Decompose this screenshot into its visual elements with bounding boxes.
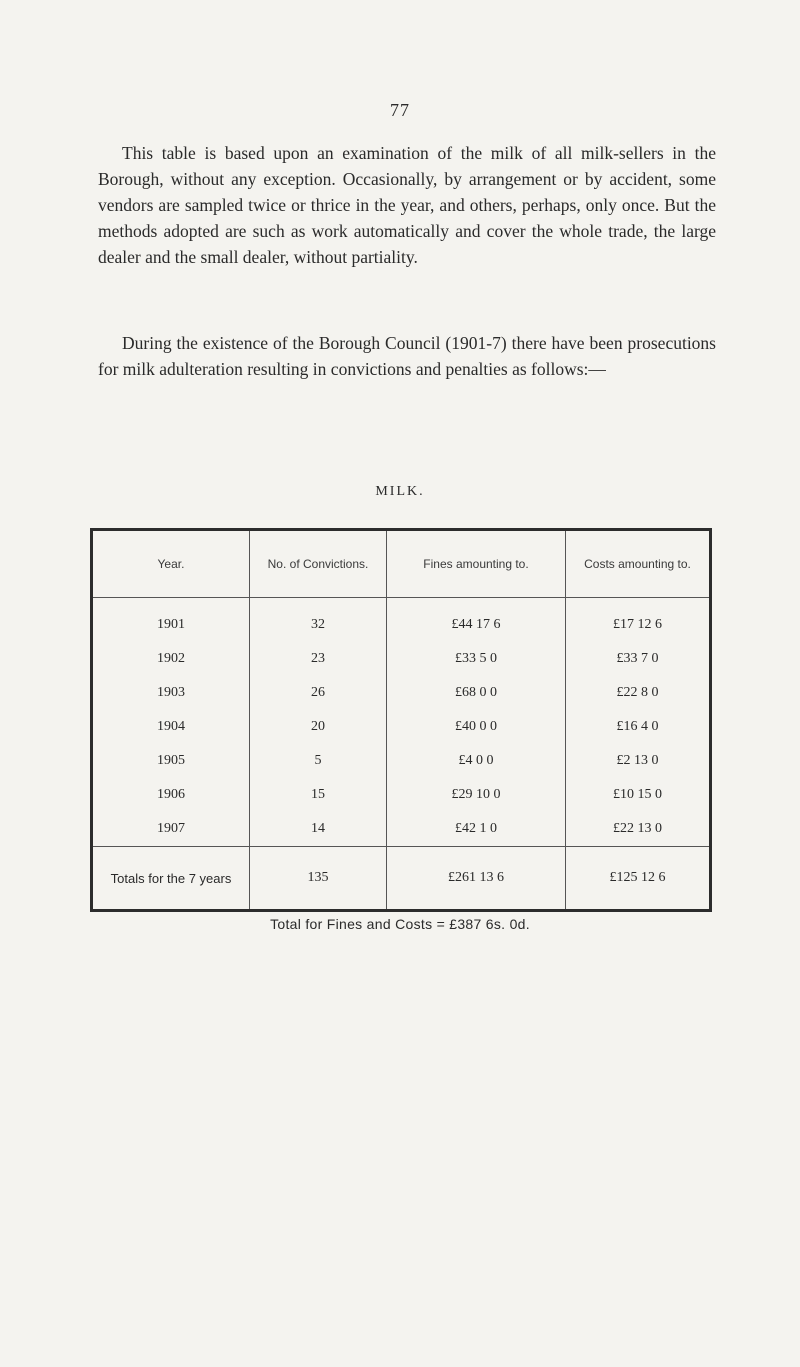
totals-convictions: 135 bbox=[250, 847, 387, 911]
table-row bbox=[92, 676, 711, 710]
table-row bbox=[92, 642, 711, 676]
cell-fines: £4 0 0 bbox=[387, 744, 566, 778]
cell-costs: £22 13 0 bbox=[566, 812, 711, 847]
cell-costs: £2 13 0 bbox=[566, 744, 711, 778]
cell-costs: £22 8 0 bbox=[566, 676, 711, 710]
cell-fines: £44 17 6 bbox=[387, 598, 566, 643]
cell-convictions: 15 bbox=[250, 778, 387, 812]
cell-year: 1904 bbox=[157, 719, 185, 734]
table-row bbox=[92, 598, 711, 643]
cell-convictions: 14 bbox=[250, 812, 387, 847]
cell-convictions: 23 bbox=[250, 642, 387, 676]
header-fines: Fines amounting to. bbox=[387, 530, 566, 598]
cell-year: 1905 bbox=[157, 753, 185, 768]
table-row bbox=[92, 710, 711, 744]
cell-year: 1901 bbox=[157, 617, 185, 632]
table-header-row bbox=[92, 530, 711, 598]
total-footnote: Total for Fines and Costs = £387 6s. 0d. bbox=[270, 916, 530, 932]
cell-convictions: 32 bbox=[250, 598, 387, 643]
cell-year: 1902 bbox=[157, 651, 185, 666]
totals-row bbox=[92, 847, 711, 911]
cell-fines: £42 1 0 bbox=[387, 812, 566, 847]
cell-fines: £68 0 0 bbox=[387, 676, 566, 710]
table-row bbox=[92, 744, 711, 778]
intro-paragraph: This table is based upon an examination of the milk of all milk-sellers in the Borough, without any exception. Occasionally, by arrangement or by accident, some vendors are sampled twice or thrice in the year, and others, perhaps, only once. But the methods adopted are such as work automatically and cover the whole trade, the large dealer and the small dealer, without partiality. bbox=[98, 143, 716, 267]
cell-year: 1906 bbox=[157, 787, 185, 802]
header-convictions: No. of Convictions. bbox=[250, 530, 387, 598]
cell-fines: £33 5 0 bbox=[387, 642, 566, 676]
cell-fines: £29 10 0 bbox=[387, 778, 566, 812]
cell-convictions: 5 bbox=[250, 744, 387, 778]
header-year: Year. bbox=[92, 530, 250, 598]
cell-costs: £10 15 0 bbox=[566, 778, 711, 812]
table-caption: MILK. bbox=[375, 484, 425, 499]
table-row bbox=[92, 778, 711, 812]
totals-costs: £125 12 6 bbox=[566, 847, 711, 911]
cell-year: 1903 bbox=[157, 685, 185, 700]
prosecutions-paragraph: During the existence of the Borough Council (1901-7) there have been prosecutions for milk adulteration resulting in convictions and penalties as follows:— bbox=[98, 333, 716, 379]
page-number: 77 bbox=[390, 100, 410, 120]
cell-costs: £17 12 6 bbox=[566, 598, 711, 643]
cell-fines: £40 0 0 bbox=[387, 710, 566, 744]
totals-fines: £261 13 6 bbox=[387, 847, 566, 911]
header-costs: Costs amounting to. bbox=[566, 530, 711, 598]
cell-year: 1907 bbox=[157, 821, 185, 836]
cell-costs: £16 4 0 bbox=[566, 710, 711, 744]
cell-costs: £33 7 0 bbox=[566, 642, 711, 676]
cell-convictions: 26 bbox=[250, 676, 387, 710]
table-row bbox=[92, 812, 711, 847]
milk-convictions-table bbox=[90, 528, 712, 912]
totals-label: Totals for the 7 years bbox=[92, 847, 250, 911]
cell-convictions: 20 bbox=[250, 710, 387, 744]
